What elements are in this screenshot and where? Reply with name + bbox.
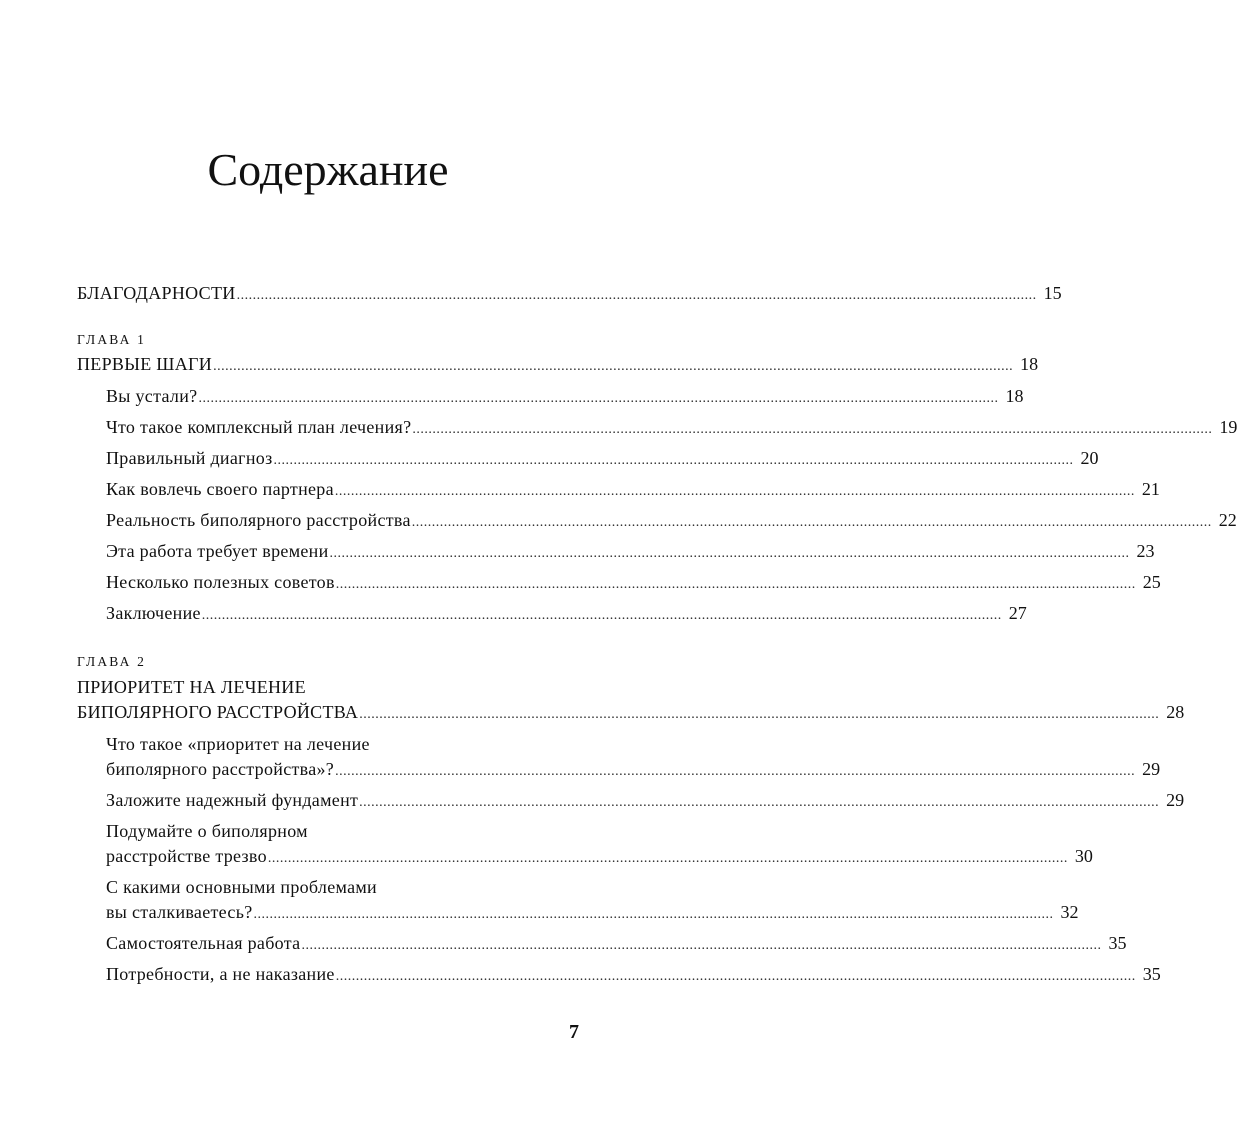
dot-leader: ........................................................................................................................................................................................................ [335, 969, 1136, 984]
toc-entry-think-soberly-line1: Подумайте о биполярном [106, 821, 308, 841]
dot-leader: ........................................................................................................................................................................................................ [359, 795, 1160, 810]
toc-entry-chapter-1[interactable] [77, 353, 1039, 378]
toc-entry-think-soberly[interactable] [106, 845, 1093, 870]
toc-entry-label: расстройстве трезво [106, 846, 267, 866]
page-title: Содержание [207, 144, 449, 195]
toc-page-number: 18 [1020, 354, 1039, 374]
toc-entry-work-takes-time[interactable] [106, 540, 1155, 565]
toc-entry-label: БИПОЛЯРНОГО РАССТРОЙСТВА [77, 702, 359, 722]
toc-entry-label: Потребности, а не наказание [106, 964, 335, 984]
page-number: 7 [569, 1021, 579, 1043]
chapter-2-title-line1: ПРИОРИТЕТ НА ЛЕЧЕНИЕ [77, 677, 306, 697]
dot-leader: ........................................................................................................................................................................................................ [334, 484, 1135, 499]
dot-leader: ........................................................................................................................................................................................................ [213, 359, 1014, 374]
toc-entry-label: Несколько полезных советов [106, 572, 335, 592]
toc-entry-label: Реальность биполярного расстройства [106, 510, 411, 530]
toc-entry-label: Заложите надежный фундамент [106, 790, 359, 810]
toc-page-number: 22 [1218, 510, 1237, 530]
toc-page-number: 21 [1141, 479, 1160, 499]
toc-page-number: 18 [1005, 386, 1024, 406]
toc-page-number: 23 [1136, 541, 1155, 561]
toc-entry-correct-diagnosis[interactable] [106, 447, 1099, 472]
toc-page-number: 35 [1108, 933, 1127, 953]
toc-entry-label: Что такое комплексный план лечения? [106, 417, 412, 437]
toc-entry-reality-bipolar[interactable] [106, 509, 1237, 534]
toc-page-number: 15 [1043, 283, 1062, 303]
toc-entry-label: Заключение [106, 603, 201, 623]
toc-entry-conclusion[interactable] [106, 602, 1027, 627]
dot-leader: ........................................................................................................................................................................................................ [236, 288, 1037, 303]
toc-page-number: 28 [1166, 702, 1185, 722]
toc-entry-acknowledgements[interactable] [77, 282, 1062, 307]
toc-entry-foundation[interactable] [106, 789, 1185, 814]
toc-entry-needs-not-punishment[interactable] [106, 963, 1161, 988]
toc-entry-self-work[interactable] [106, 932, 1127, 957]
dot-leader: ........................................................................................................................................................................................................ [301, 938, 1102, 953]
toc-entry-label: Как вовлечь своего партнера [106, 479, 334, 499]
dot-leader: ........................................................................................................................................................................................................ [335, 764, 1136, 779]
toc-entry-priority[interactable] [106, 758, 1161, 783]
dot-leader: ........................................................................................................................................................................................................ [412, 422, 1213, 437]
toc-entry-label: Вы устали? [106, 386, 198, 406]
dot-leader: ........................................................................................................................................................................................................ [329, 546, 1130, 561]
dot-leader: ........................................................................................................................................................................................................ [267, 851, 1068, 866]
toc-entry-label: Самостоятельная работа [106, 933, 301, 953]
dot-leader: ........................................................................................................................................................................................................ [253, 907, 1054, 922]
toc-entry-label: ПЕРВЫЕ ШАГИ [77, 354, 213, 374]
toc-entry-label: Правильный диагноз [106, 448, 273, 468]
dot-leader: ........................................................................................................................................................................................................ [411, 515, 1212, 530]
toc-page-number: 19 [1219, 417, 1237, 437]
dot-leader: ........................................................................................................................................................................................................ [359, 707, 1160, 722]
toc-entry-main-problems[interactable] [106, 901, 1079, 926]
toc-page-number: 29 [1142, 759, 1161, 779]
toc-entry-useful-tips[interactable] [106, 571, 1161, 596]
toc-entry-label: Эта работа требует времени [106, 541, 329, 561]
toc-entry-involve-partner[interactable] [106, 478, 1160, 503]
dot-leader: ........................................................................................................................................................................................................ [273, 453, 1074, 468]
toc-entry-treatment-plan[interactable] [106, 416, 1237, 441]
dot-leader: ........................................................................................................................................................................................................ [198, 391, 999, 406]
dot-leader: ........................................................................................................................................................................................................ [201, 608, 1002, 623]
dot-leader: ........................................................................................................................................................................................................ [335, 577, 1136, 592]
toc-entry-priority-line1: Что такое «приоритет на лечение [106, 734, 370, 754]
toc-page-number: 27 [1008, 603, 1027, 623]
toc-page-number: 35 [1142, 964, 1161, 984]
toc-page-number: 20 [1080, 448, 1099, 468]
toc-entry-chapter-2[interactable] [77, 701, 1185, 726]
toc-page-number: 25 [1142, 572, 1161, 592]
toc-entry-label: БЛАГОДАРНОСТИ [77, 283, 236, 303]
toc-page-number: 30 [1074, 846, 1093, 866]
chapter-2-heading: ГЛАВА 2 [77, 654, 147, 669]
toc-entry-label: биполярного расстройства»? [106, 759, 335, 779]
toc-page-number: 32 [1060, 902, 1079, 922]
toc-page-number: 29 [1166, 790, 1185, 810]
toc-entry-main-problems-line1: С какими основными проблемами [106, 877, 377, 897]
toc-entry-label: вы сталкиваетесь? [106, 902, 253, 922]
chapter-1-heading: ГЛАВА 1 [77, 332, 147, 347]
toc-entry-are-you-tired[interactable] [106, 385, 1024, 410]
